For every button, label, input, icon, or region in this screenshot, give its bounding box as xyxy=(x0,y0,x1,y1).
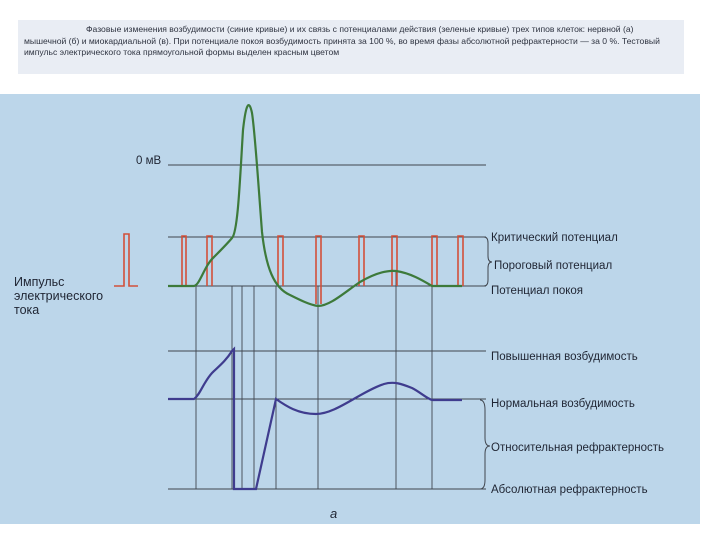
normal-excitability-label: Нормальная возбудимость xyxy=(491,398,635,410)
increased-excitability-label: Повышенная возбудимость xyxy=(491,351,638,363)
rest-potential-label: Потенциал покоя xyxy=(491,285,584,297)
absolute-refractory-label: Абсолютная рефрактерность xyxy=(491,484,648,496)
critical-potential-label: Критический потенциал xyxy=(491,232,618,244)
stimulus-pulse xyxy=(182,236,186,286)
zero-mv-label: 0 мВ xyxy=(136,155,162,167)
stimulus-pulse xyxy=(392,236,397,286)
panel-letter: а xyxy=(330,506,338,521)
relative-refractory-label: Относительная рефрактерность xyxy=(491,442,665,454)
stimulus-pulse xyxy=(432,236,437,286)
stimulus-label: Импульс электрического тока xyxy=(14,275,104,317)
relative-refractory-bracket xyxy=(480,400,490,489)
guide-lines xyxy=(168,165,486,489)
excitability-curve xyxy=(168,349,462,489)
threshold-bracket xyxy=(484,237,492,286)
stimulus-pulse xyxy=(278,236,283,286)
stimulus-pulse xyxy=(316,236,321,304)
threshold-potential-label: Пороговый потенциал xyxy=(494,260,613,272)
stimulus-pulse xyxy=(359,236,364,286)
test-stimulus-pulse xyxy=(114,234,138,286)
stimulus-pulse xyxy=(458,236,463,286)
caption-text: Фазовые изменения возбудимости (синие кривые) и их связь с потенциалами действия (зеленые кривые) трех типов клеток: нервной (а) мышечной (б) и миокардиальной (в). При потенциале покоя возбудимость принята за 100 %, во время фазы абсолютной рефрактерности — за 0 %. Тестовый импульс электрического тока прямоугольной формы выделен красным цветом xyxy=(24,24,660,57)
